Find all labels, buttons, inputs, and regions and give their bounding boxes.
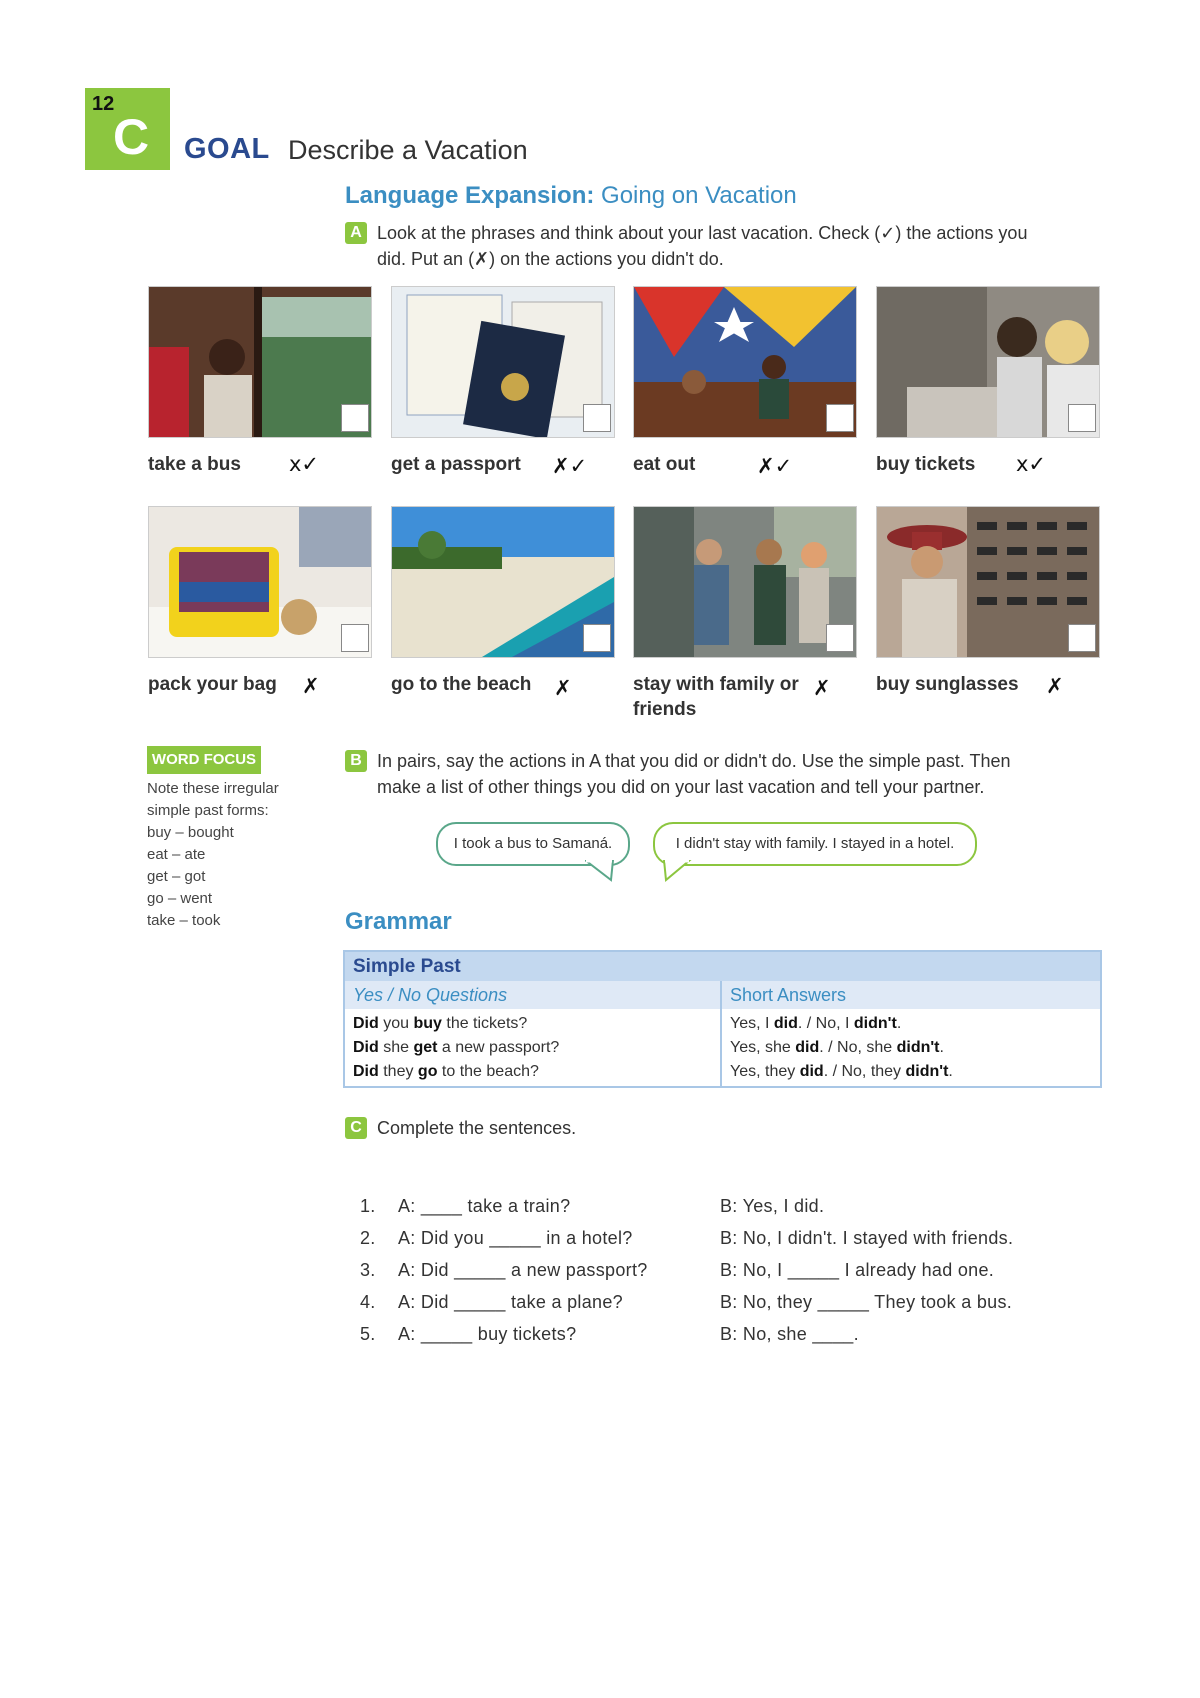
check-box[interactable] (1068, 404, 1096, 432)
grammar-answer-row: Yes, I did. / No, I didn't. (730, 1015, 902, 1032)
caption-pack-your-bag: pack your bag (148, 674, 277, 695)
exercise-item-number: 5. (360, 1324, 376, 1344)
exercise-a-badge: A (345, 222, 367, 244)
photo-pack-your-bag (148, 506, 372, 658)
grammar-table-title: Simple Past (345, 952, 1100, 981)
exercise-item-question[interactable]: A: _____ buy tickets? (398, 1324, 577, 1344)
grammar-col-questions: Yes / No Questions (345, 981, 720, 1009)
lesson-number: 12 (92, 93, 115, 115)
train-window-photo-icon (149, 287, 371, 437)
word-focus-line: go – went (147, 890, 213, 907)
check-box[interactable] (341, 404, 369, 432)
word-focus-line: simple past forms: (147, 802, 269, 819)
handwritten-mark: x✓ (1016, 452, 1047, 476)
exercise-item-number: 2. (360, 1228, 376, 1248)
photo-take-a-bus (148, 286, 372, 438)
sunglasses-shop-photo-icon (877, 507, 1099, 657)
exercise-c-badge: C (345, 1117, 367, 1139)
word-focus-line: take – took (147, 912, 221, 929)
handwritten-mark: ✗ (813, 676, 831, 700)
handwritten-mark: ✗ (302, 674, 320, 698)
speech-bubble: I didn't stay with family. I stayed in a hotel. (653, 822, 977, 866)
photo-go-to-the-beach (391, 506, 615, 658)
word-focus-line: get – got (147, 868, 206, 885)
grammar-answer-row: Yes, she did. / No, she didn't. (730, 1039, 944, 1056)
exercise-b-line1: In pairs, say the actions in A that you did or didn't do. Use the simple past. Then (377, 751, 1011, 771)
photo-buy-tickets (876, 286, 1100, 438)
check-box[interactable] (583, 624, 611, 652)
exercise-item-number: 1. (360, 1196, 376, 1216)
check-box[interactable] (826, 404, 854, 432)
check-box[interactable] (583, 404, 611, 432)
speech-bubble-tail (585, 860, 615, 882)
photo-get-a-passport (391, 286, 615, 438)
exercise-a-line2: did. Put an (✗) on the actions you didn't do. (377, 249, 724, 269)
photo-stay-with-family (633, 506, 857, 658)
family-greeting-photo-icon (634, 507, 856, 657)
suitcase-photo-icon (149, 507, 371, 657)
grammar-col-answers: Short Answers (722, 981, 1100, 1009)
handwritten-mark: ✗✓ (552, 454, 588, 478)
goal-text: Describe a Vacation (288, 135, 528, 165)
handwritten-mark: ✗ (554, 676, 572, 700)
grammar-table (343, 950, 1102, 1088)
restaurant-photo-icon (634, 287, 856, 437)
caption-stay-with-family-line2: friends (633, 699, 697, 720)
passport-photo-icon (392, 287, 614, 437)
exercise-item-question[interactable]: A: Did you _____ in a hotel? (398, 1228, 633, 1248)
exercise-item-answer[interactable]: B: No, they _____ They took a bus. (720, 1292, 1013, 1312)
caption-buy-tickets: buy tickets (876, 454, 976, 475)
caption-get-a-passport: get a passport (391, 454, 521, 475)
exercise-item-answer[interactable]: B: Yes, I did. (720, 1196, 825, 1216)
grammar-question-row: Did you buy the tickets? (353, 1015, 528, 1032)
exercise-item-question[interactable]: A: Did _____ take a plane? (398, 1292, 623, 1312)
exercise-item-answer[interactable]: B: No, I _____ I already had one. (720, 1260, 995, 1280)
caption-go-to-the-beach: go to the beach (391, 674, 532, 695)
caption-buy-sunglasses: buy sunglasses (876, 674, 1019, 695)
goal-label: GOAL (184, 133, 270, 165)
caption-stay-with-family: stay with family or (633, 674, 799, 695)
caption-eat-out: eat out (633, 454, 696, 475)
beach-photo-icon (392, 507, 614, 657)
exercise-item-answer[interactable]: B: No, she ____. (720, 1324, 859, 1344)
exercise-item-question[interactable]: A: Did _____ a new passport? (398, 1260, 648, 1280)
caption-take-a-bus: take a bus (148, 454, 241, 475)
check-box[interactable] (1068, 624, 1096, 652)
word-focus-line: Note these irregular (147, 780, 279, 797)
exercise-item-answer[interactable]: B: No, I didn't. I stayed with friends. (720, 1228, 1014, 1248)
check-box[interactable] (826, 624, 854, 652)
section-title: Language Expansion: Going on Vacation (345, 182, 797, 209)
handwritten-mark: ✗ (1046, 674, 1064, 698)
exercise-item-number: 3. (360, 1260, 376, 1280)
photo-buy-sunglasses (876, 506, 1100, 658)
word-focus-line: eat – ate (147, 846, 206, 863)
exercise-c-instruction: Complete the sentences. (377, 1118, 577, 1138)
exercise-b-line2: make a list of other things you did on your last vacation and tell your partner. (377, 777, 985, 797)
exercise-b-badge: B (345, 750, 367, 772)
grammar-question-row: Did they go to the beach? (353, 1063, 539, 1080)
exercise-a-line1: Look at the phrases and think about your last vacation. Check (✓) the actions you (377, 223, 1028, 243)
ticket-counter-photo-icon (877, 287, 1099, 437)
grammar-answer-row: Yes, they did. / No, they didn't. (730, 1063, 953, 1080)
speech-bubble: I took a bus to Samaná. (436, 822, 630, 866)
grammar-question-row: Did she get a new passport? (353, 1039, 560, 1056)
exercise-item-number: 4. (360, 1292, 376, 1312)
lesson-letter: C (113, 109, 150, 165)
handwritten-mark: ✗✓ (757, 454, 793, 478)
grammar-title: Grammar (345, 908, 452, 935)
photo-eat-out (633, 286, 857, 438)
word-focus-title: WORD FOCUS (147, 746, 261, 774)
speech-bubble-tail (662, 860, 692, 882)
word-focus-line: buy – bought (147, 824, 234, 841)
check-box[interactable] (341, 624, 369, 652)
handwritten-mark: x✓ (289, 452, 320, 476)
exercise-item-question[interactable]: A: ____ take a train? (398, 1196, 571, 1216)
